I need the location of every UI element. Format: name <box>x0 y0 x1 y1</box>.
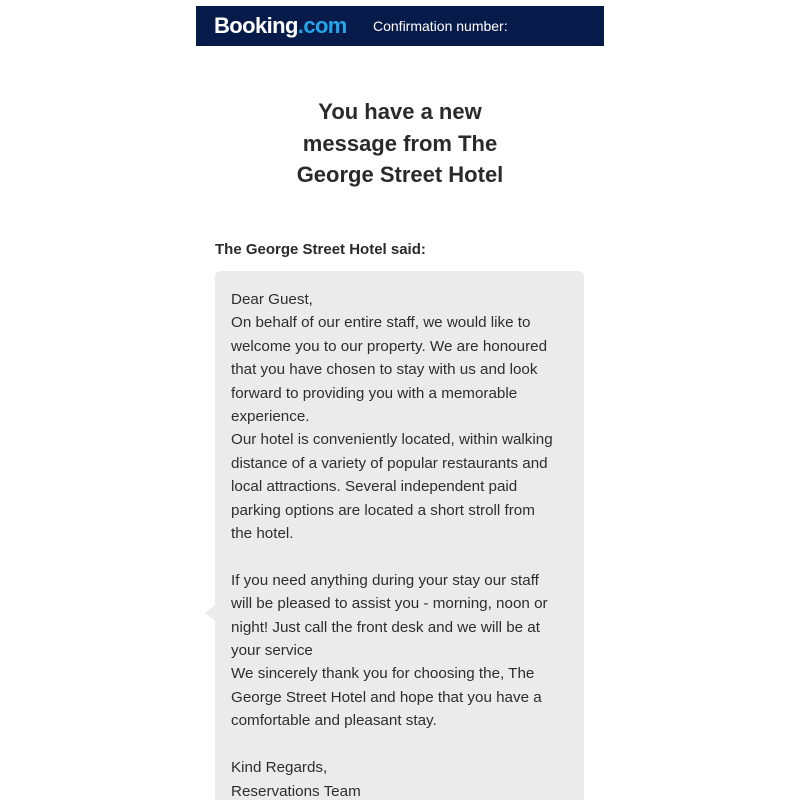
message-line: the hotel. <box>231 525 294 543</box>
sender-said-label: The George Street Hotel said: <box>215 241 426 258</box>
message-line: experience. <box>231 408 310 426</box>
email-header <box>196 6 604 46</box>
title-line: message from The <box>302 130 498 156</box>
logo-text: Booking <box>214 13 298 38</box>
message-line: On behalf of our entire staff, we would like to <box>231 314 531 332</box>
title-line: George Street Hotel <box>296 162 504 187</box>
message-line: If you need anything during your stay our staff <box>231 571 539 589</box>
message-line: We sincerely thank you for choosing the, The <box>231 665 535 683</box>
message-line: George Street Hotel and hope that you have a <box>231 688 542 706</box>
message-line: your service <box>231 642 313 660</box>
message-line <box>231 545 568 568</box>
message-line: Kind Regards, <box>231 759 328 777</box>
message-line: Reservations Team <box>231 782 361 800</box>
page-title <box>270 96 530 191</box>
logo-com: com <box>303 13 347 38</box>
message-bubble <box>215 271 584 800</box>
title-line: You have a new <box>318 99 482 124</box>
logo-dot: . <box>297 13 304 38</box>
message-line: forward to providing you with a memorable <box>231 384 518 402</box>
message-line: local attractions. Several independent paid <box>231 478 518 496</box>
message-line: that you have chosen to stay with us and look <box>231 361 538 379</box>
message-line: welcome you to our property. We are honoured <box>231 337 548 355</box>
booking-logo[interactable] <box>214 12 347 40</box>
message-line: distance of a variety of popular restaurants and <box>231 454 548 472</box>
message-line: Dear Guest, <box>231 291 313 308</box>
message-line: parking options are located a short stroll from <box>231 501 535 519</box>
message-line: comfortable and pleasant stay. <box>231 712 437 730</box>
message-line <box>231 733 568 756</box>
message-line: will be pleased to assist you - morning, noon or <box>231 595 548 613</box>
message-line: night! Just call the front desk and we will be at <box>231 618 540 636</box>
message-line: Our hotel is conveniently located, within walking <box>231 431 553 449</box>
confirmation-number-label: Confirmation number: <box>373 18 508 34</box>
message-bubble-tail <box>205 605 215 621</box>
